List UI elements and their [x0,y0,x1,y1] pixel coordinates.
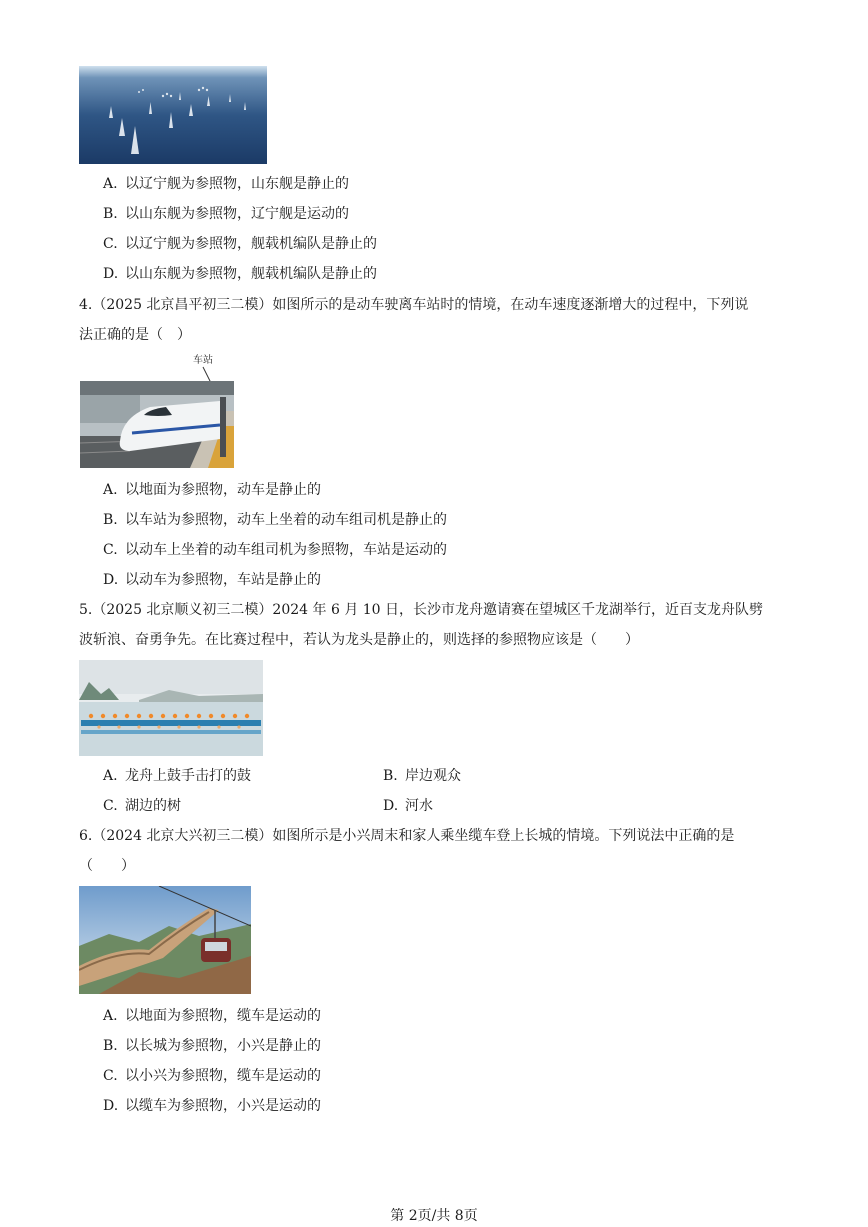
q4-option-d [103,570,321,590]
q3-option-a [103,174,349,194]
q3-option-d [103,264,377,284]
option-text: 以辽宁舰为参照物，舰载机编队是静止的 [125,236,377,252]
q5-option-c [103,796,181,816]
option-label: A. [103,1008,118,1024]
q6-option-c [103,1066,321,1086]
option-label: C. [103,236,118,252]
q6-option-b [103,1036,321,1056]
option-label: D. [383,798,399,814]
option-text: 以动车上坐着的动车组司机为参照物，车站是运动的 [125,542,447,558]
option-text: 龙舟上鼓手击打的鼓 [125,768,251,784]
option-text: 以动车为参照物，车站是静止的 [125,572,321,588]
option-text: 以缆车为参照物，小兴是运动的 [125,1098,321,1114]
option-label: C. [103,542,118,558]
option-label: C. [103,1068,118,1084]
option-text: 以车站为参照物，动车上坐着的动车组司机是静止的 [125,512,447,528]
q4-option-c [103,540,447,560]
fleet-photo [79,66,267,164]
option-label: A. [103,176,118,192]
option-label: D. [103,266,119,282]
train-photo [80,381,234,468]
option-label: D. [103,1098,119,1114]
q4-stem-line1: 4.（2025 北京昌平初三二模）如图所示的是动车驶离车站时的情境，在动车速度逐渐增大的过程中，下列说 [79,297,749,313]
dragon-boat-photo [79,660,263,756]
option-text: 以小兴为参照物，缆车是运动的 [125,1068,321,1084]
page-number: 第 2页/共 8页 [390,1208,478,1224]
q5-option-d [383,796,433,816]
q3-option-b [103,204,349,224]
q6-stem-line1: 6.（2024 北京大兴初三二模）如图所示是小兴周末和家人乘坐缆车登上长城的情境。下列说法中正确的是 [79,828,735,844]
q5-stem-line1: 5.（2025 北京顺义初三二模）2024 年 6 月 10 日，长沙市龙舟邀请赛在望城区千龙湖举行，近百支龙舟队劈 [79,602,764,618]
option-text: 湖边的树 [125,798,181,814]
q4-stem-line2: 法正确的是（ ） [79,327,191,343]
q6-option-a [103,1006,321,1026]
q5-stem-line2: 波斩浪、奋勇争先。在比赛过程中，若认为龙头是静止的，则选择的参照物应该是（ ） [79,632,639,648]
q4-option-a [103,480,321,500]
option-text: 岸边观众 [405,768,461,784]
q6-option-d [103,1096,321,1116]
q3-option-c [103,234,377,254]
option-text: 以山东舰为参照物，舰载机编队是静止的 [125,266,377,282]
option-label: A. [103,482,118,498]
option-label: A. [103,768,118,784]
q5-option-a [103,766,251,786]
q6-stem-line2: （ ） [79,858,135,874]
option-label: D. [103,572,119,588]
option-text: 河水 [405,798,433,814]
option-label: B. [103,206,118,222]
great-wall-cable-car-photo [79,886,251,994]
q4-option-b [103,510,447,530]
q5-option-b [383,766,461,786]
station-caption: 车站 [193,355,213,366]
option-text: 以山东舰为参照物，辽宁舰是运动的 [125,206,349,222]
option-text: 以辽宁舰为参照物，山东舰是静止的 [125,176,349,192]
option-label: C. [103,798,118,814]
option-text: 以地面为参照物，动车是静止的 [125,482,321,498]
option-label: B. [103,1038,118,1054]
option-label: B. [103,512,118,528]
option-text: 以长城为参照物，小兴是静止的 [125,1038,321,1054]
option-text: 以地面为参照物，缆车是运动的 [125,1008,321,1024]
option-label: B. [383,768,398,784]
